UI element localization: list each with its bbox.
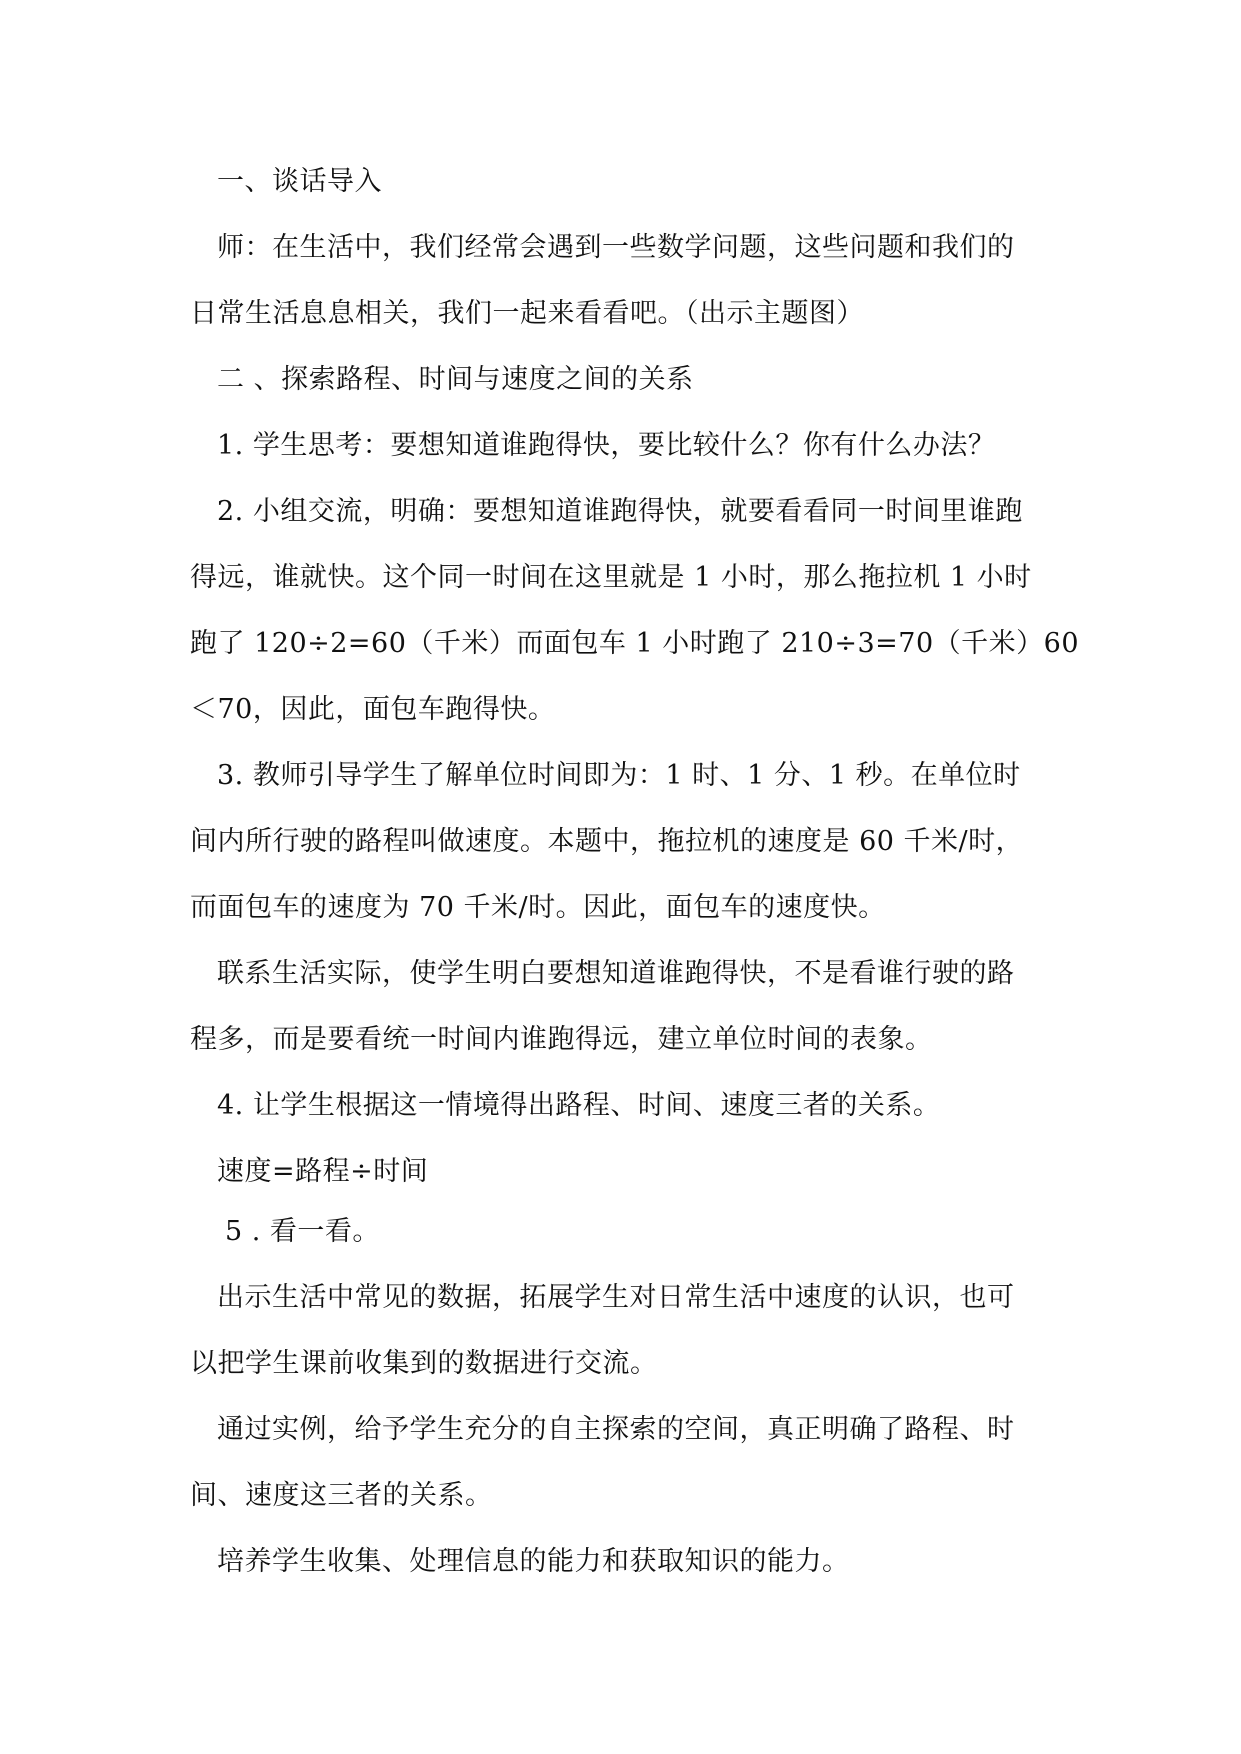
paragraph-line: 而面包车的速度为 70 千米/时。因此，面包车的速度快。 xyxy=(190,892,886,923)
paragraph-line: 通过实例，给予学生充分的自主探索的空间，真正明确了路程、时 xyxy=(217,1414,1015,1445)
paragraph-line: 师：在生活中，我们经常会遇到一些数学问题，这些问题和我们的 xyxy=(217,232,1015,263)
paragraph-line: 3. 教师引导学生了解单位时间即为：1 时、1 分、1 秒。在单位时 xyxy=(217,760,1021,791)
paragraph-line: 日常生活息息相关，我们一起来看看吧。（出示主题图） xyxy=(190,298,864,329)
paragraph-line: 间内所行驶的路程叫做速度。本题中，拖拉机的速度是 60 千米/时， xyxy=(190,826,1024,857)
paragraph-line: 4. 让学生根据这一情境得出路程、时间、速度三者的关系。 xyxy=(217,1090,941,1121)
paragraph-line: 5 . 看一看。 xyxy=(225,1216,380,1247)
paragraph-line: 培养学生收集、处理信息的能力和获取知识的能力。 xyxy=(217,1546,850,1577)
paragraph-line: 1. 学生思考：要想知道谁跑得快，要比较什么？你有什么办法？ xyxy=(217,430,996,461)
paragraph-line: 以把学生课前收集到的数据进行交流。 xyxy=(190,1348,658,1379)
formula-line: 速度=路程÷时间 xyxy=(217,1156,429,1187)
heading-explore: 二 、探索路程、时间与速度之间的关系 xyxy=(217,364,694,395)
paragraph-line: ＜70，因此，面包车跑得快。 xyxy=(190,694,556,725)
heading-intro: 一、谈话导入 xyxy=(217,166,382,197)
paragraph-line: 程多，而是要看统一时间内谁跑得远，建立单位时间的表象。 xyxy=(190,1024,933,1055)
paragraph-line: 联系生活实际，使学生明白要想知道谁跑得快，不是看谁行驶的路 xyxy=(217,958,1015,989)
paragraph-line: 间、速度这三者的关系。 xyxy=(190,1480,493,1511)
paragraph-line: 得远，谁就快。这个同一时间在这里就是 1 小时，那么拖拉机 1 小时 xyxy=(190,562,1032,593)
paragraph-line: 跑了 120÷2=60（千米）而面包车 1 小时跑了 210÷3=70（千米）60 xyxy=(190,628,1079,659)
paragraph-line: 出示生活中常见的数据，拓展学生对日常生活中速度的认识，也可 xyxy=(217,1282,1015,1313)
paragraph-line: 2. 小组交流，明确：要想知道谁跑得快，就要看看同一时间里谁跑 xyxy=(217,496,1023,527)
